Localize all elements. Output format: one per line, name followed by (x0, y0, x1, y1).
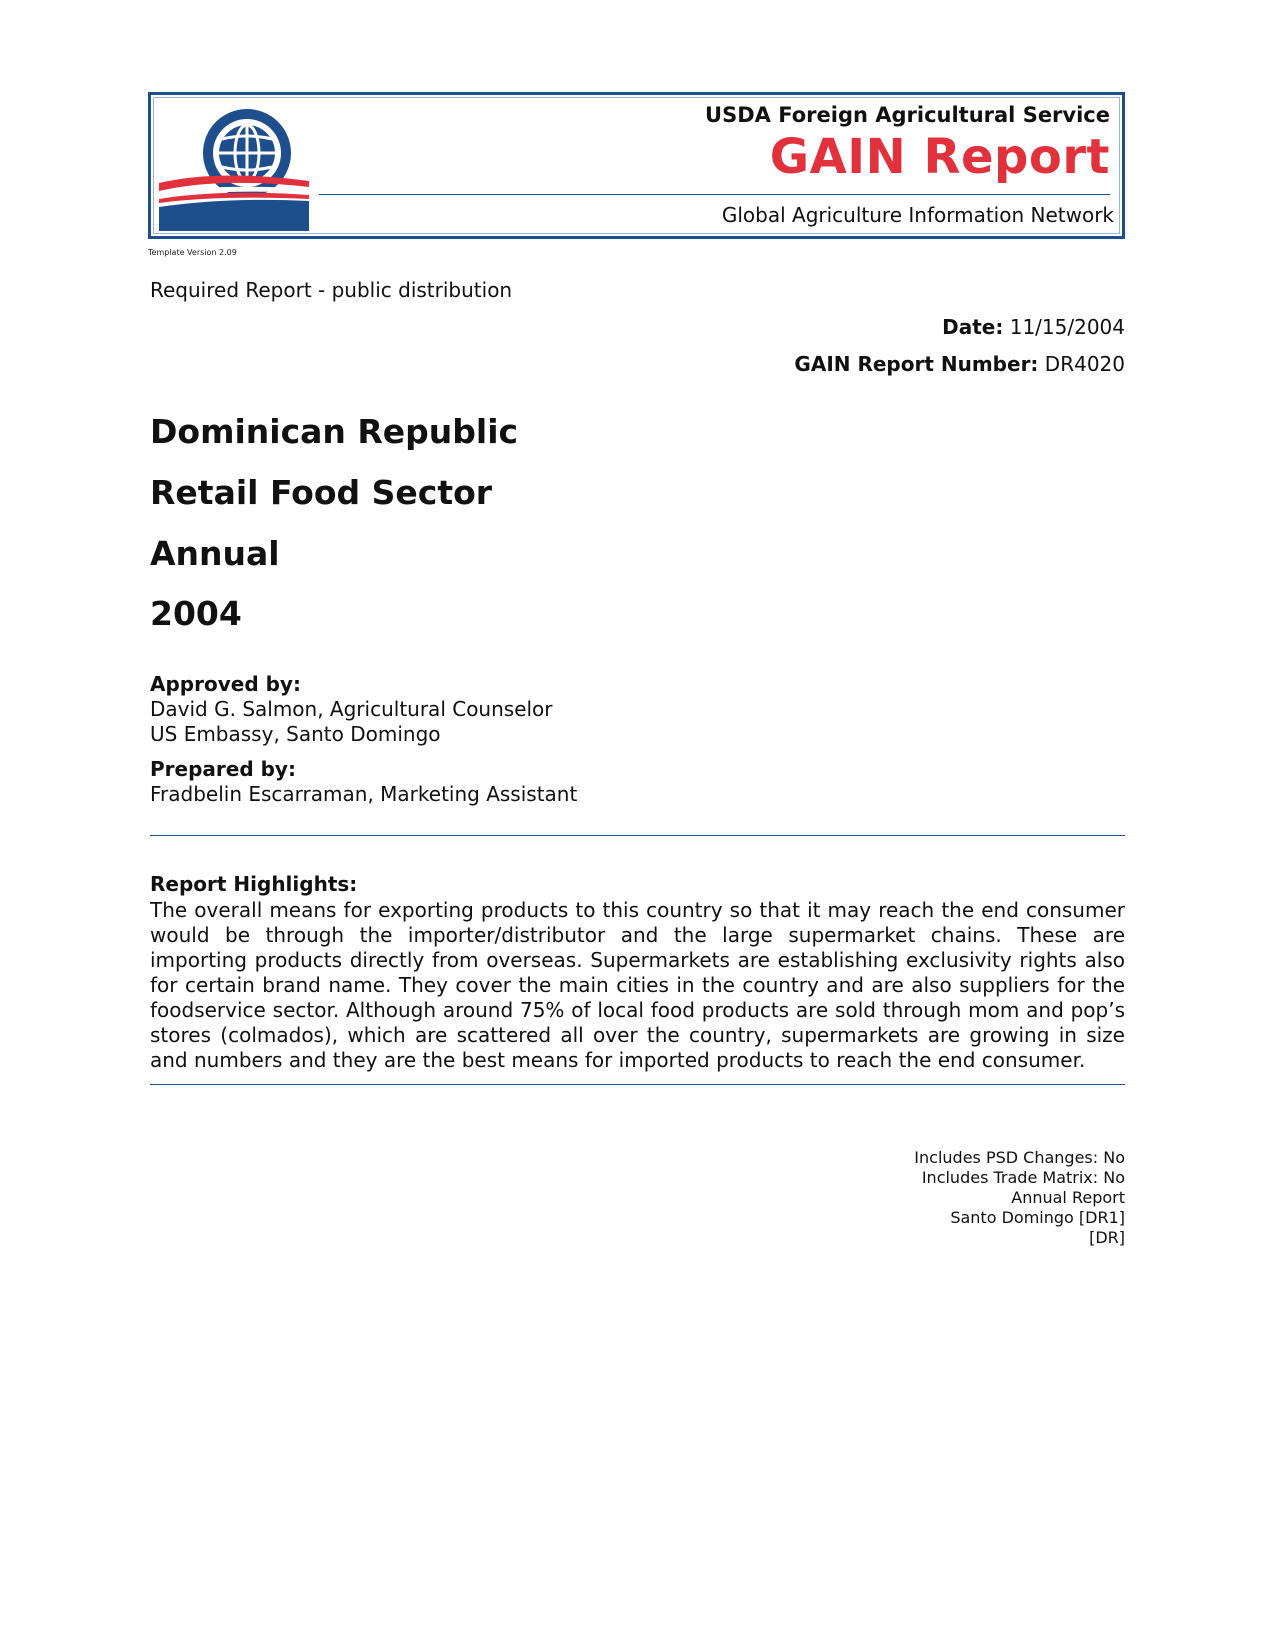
distribution-note: Required Report - public distribution (150, 278, 513, 302)
title-sector: Retail Food Sector (150, 473, 493, 512)
approver-office: US Embassy, Santo Domingo (150, 722, 441, 746)
template-version: Template Version 2.09 (148, 248, 237, 257)
report-date (942, 315, 1125, 339)
report-number-value: DR4020 (1044, 352, 1125, 376)
title-frequency: Annual (150, 534, 280, 573)
prepared-by-label: Prepared by: (150, 757, 296, 781)
psd-changes: Includes PSD Changes: No (914, 1148, 1125, 1167)
highlights-top-rule (150, 835, 1125, 836)
report-type: Annual Report (1011, 1188, 1125, 1207)
report-number (794, 352, 1125, 376)
preparer-name: Fradbelin Escarraman, Marketing Assistant (150, 782, 578, 806)
network-name: Global Agriculture Information Network (721, 203, 1114, 227)
report-number-label: GAIN Report Number: (794, 352, 1039, 376)
approver-name: David G. Salmon, Agricultural Counselor (150, 697, 553, 721)
highlights-text: The overall means for exporting products to this country so that it may reach the end consumer would be through the importer/distributor and the large supermarket chains. These are importing products directly from overseas. Supermarkets are establishing exclusivity rights also for certain brand name. They cover the main cities in the country and are also suppliers for the foodservice sector. Although around 75% of local food products are sold through mom and pop’s stores (colmados), which are scattered all over the country, supermarkets are growing in size and numbers and they are the best means for imported products to reach the end consumer. (150, 898, 1125, 1072)
globe-logo-icon (159, 103, 319, 231)
approved-by-label: Approved by: (150, 672, 301, 696)
title-year: 2004 (150, 594, 242, 633)
post-location: Santo Domingo [DR1] (950, 1208, 1125, 1227)
date-label: Date: (942, 315, 1004, 339)
report-brand-title: GAIN Report (769, 129, 1110, 185)
report-header (148, 92, 1125, 239)
country-code: [DR] (1089, 1228, 1125, 1247)
agency-name: USDA Foreign Agricultural Service (705, 103, 1110, 127)
trade-matrix: Includes Trade Matrix: No (921, 1168, 1125, 1187)
header-divider (319, 194, 1110, 195)
highlights-label: Report Highlights: (150, 872, 358, 896)
title-country: Dominican Republic (150, 412, 519, 451)
highlights-bottom-rule (150, 1084, 1125, 1085)
report-attributes (914, 1148, 1125, 1248)
date-value: 11/15/2004 (1009, 315, 1125, 339)
